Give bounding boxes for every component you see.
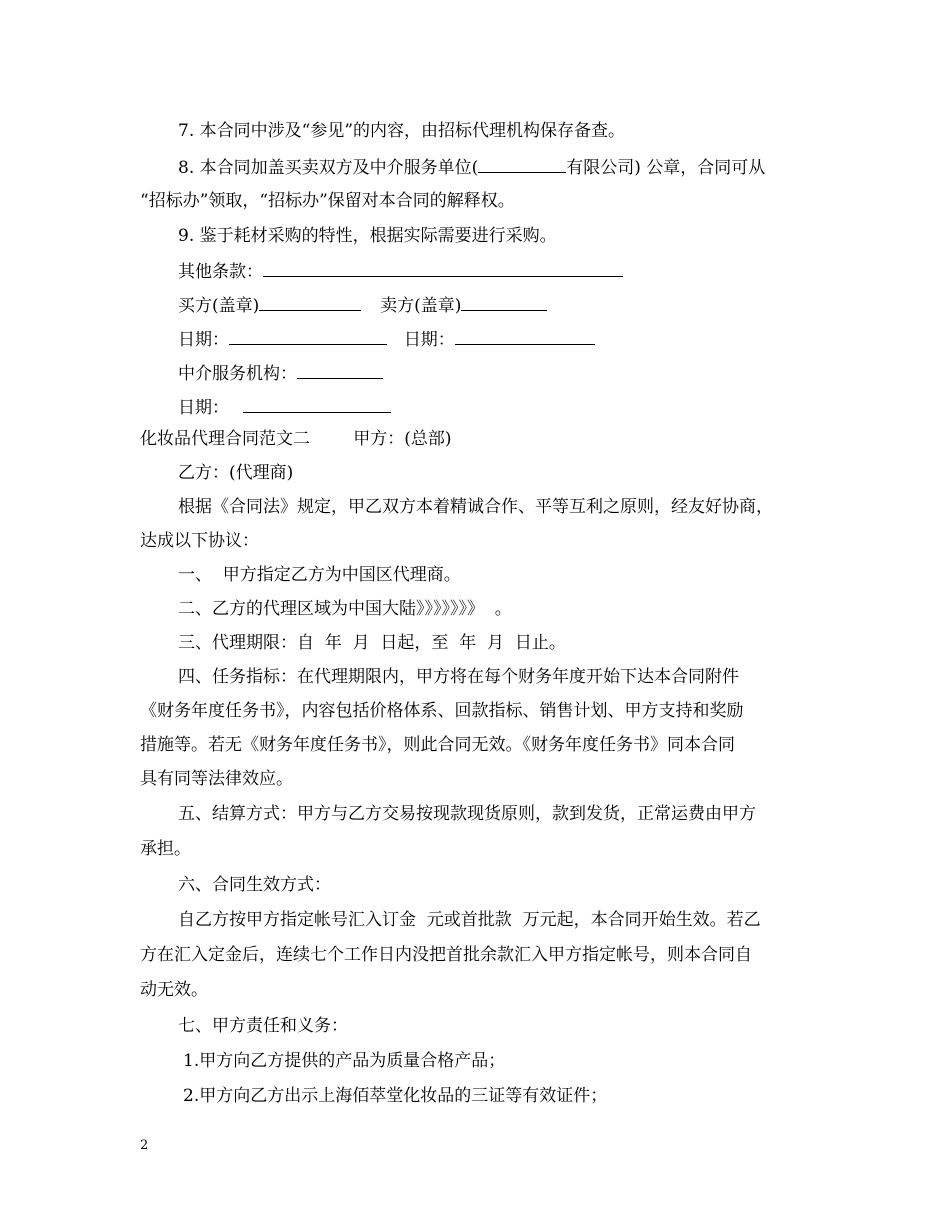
paragraph-line: 具有同等法律效应。 <box>140 769 293 789</box>
paragraph-line: 1.甲方向乙方提供的产品为质量合格产品； <box>183 1051 506 1071</box>
form-field-line <box>178 395 391 419</box>
form-field-line <box>178 361 383 385</box>
paragraph-line: 三、代理期限：自 年 月 日起，至 年 月 日止。 <box>178 633 566 653</box>
paragraph-line <box>178 155 765 179</box>
field-label: 卖方(盖章) <box>380 296 462 316</box>
field-label: 中介服务机构： <box>178 364 297 384</box>
section-heading: 化妆品代理合同范文二 甲方：(总部) <box>140 429 452 449</box>
paragraph-line: 一、 甲方指定乙方为中国区代理商。 <box>178 565 461 585</box>
paragraph-line: 七、甲方责任和义务： <box>178 1016 348 1036</box>
text-segment: 有限公司) 公章，合同可从 <box>566 158 766 178</box>
paragraph-line: 二、乙方的代理区域为中国大陆》》》》》》》 。 <box>178 599 512 619</box>
paragraph-line: 方在汇入定金后，连续七个工作日内没把首批余款汇入甲方指定帐号，则本合同自 <box>140 945 752 965</box>
field-label: 买方(盖章) <box>178 296 260 316</box>
field-label: 日期： <box>403 330 455 350</box>
paragraph-line: 五、结算方式：甲方与乙方交易按现款现货原则，款到发货，正常运费由甲方 <box>178 804 756 824</box>
form-field-line <box>178 259 623 283</box>
paragraph-line: 动无效。 <box>140 980 208 1000</box>
form-field-line <box>178 327 595 351</box>
paragraph-line: 7. 本合同中涉及“参见”的内容，由招标代理机构保存备查。 <box>178 121 626 141</box>
paragraph-line: 《财务年度任务书》，内容包括价格体系、回款指标、销售计划、甲方支持和奖励 <box>140 701 744 721</box>
page-number: 2 <box>140 1138 149 1153</box>
blank-underline <box>478 155 566 173</box>
paragraph-line: 达成以下协议： <box>140 531 259 551</box>
paragraph-line: 承担。 <box>140 839 191 859</box>
blank-underline <box>297 361 383 379</box>
field-label: 日期： <box>178 398 229 418</box>
field-label: 其他条款： <box>178 262 263 282</box>
paragraph-line: 自乙方按甲方指定帐号汇入订金 元或首批款 万元起，本合同开始生效。若乙 <box>178 910 761 930</box>
paragraph-line: 2.甲方向乙方出示上海佰萃堂化妆品的三证等有效证件； <box>183 1086 608 1106</box>
form-field-line <box>178 293 547 317</box>
blank-underline <box>263 259 623 277</box>
field-label: 日期： <box>178 330 229 350</box>
text-segment: 8. 本合同加盖买卖双方及中介服务单位( <box>178 158 479 178</box>
blank-underline <box>461 293 547 311</box>
blank-underline <box>229 327 387 345</box>
blank-underline <box>243 395 391 413</box>
paragraph-line: “招标办”领取，“招标办”保留对本合同的解释权。 <box>140 191 515 211</box>
blank-underline <box>455 327 595 345</box>
blank-underline <box>259 293 361 311</box>
paragraph-line: 9. 鉴于耗材采购的特性，根据实际需要进行采购。 <box>178 226 557 246</box>
paragraph-line: 六、合同生效方式： <box>178 875 331 895</box>
paragraph-line: 措施等。若无《财务年度任务书》，则此合同无效。《财务年度任务书》同本合同 <box>140 735 735 755</box>
paragraph-line: 乙方：(代理商) <box>178 463 294 483</box>
paragraph-line: 四、任务指标：在代理期限内，甲方将在每个财务年度开始下达本合同附件 <box>178 667 739 687</box>
paragraph-line: 根据《合同法》规定，甲乙双方本着精诚合作、平等互利之原则，经友好协商， <box>178 497 773 517</box>
